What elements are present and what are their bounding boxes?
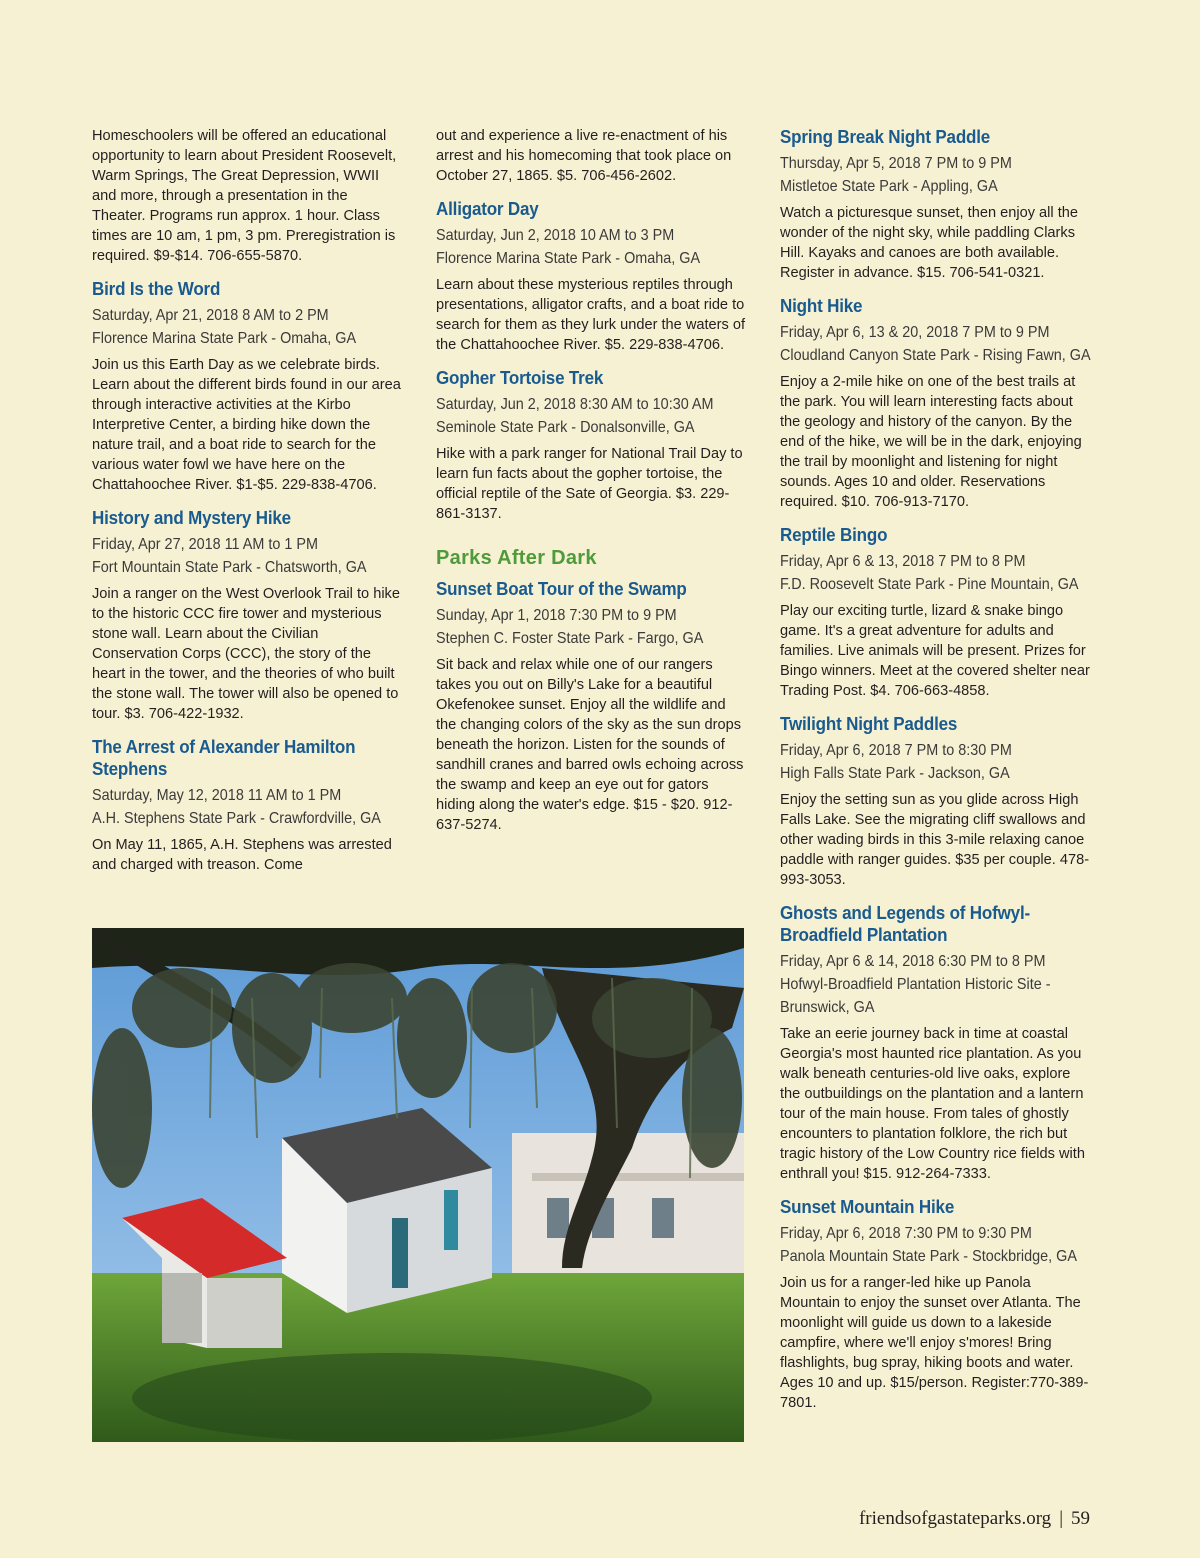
event-location: Stephen C. Foster State Park - Fargo, GA [436, 630, 704, 647]
event-description: Enjoy the setting sun as you glide across High Falls Lake. See the migrating cliff swallows and other wading birds in this 3-mile relaxing canoe paddle with ranger guides. $35 per couple. 478-993-3053. [780, 792, 1090, 888]
event-location: Florence Marina State Park - Omaha, GA [92, 330, 357, 347]
event-date: Saturday, Apr 21, 2018 8 AM to 2 PM [92, 307, 329, 324]
event-title: Reptile Bingo [780, 524, 888, 545]
event-date: Friday, Apr 6 & 14, 2018 6:30 PM to 8 PM [780, 953, 1046, 970]
event-description: Join us for a ranger-led hike up Panola Mountain to enjoy the sunset over Atlanta. The moonlight will guide us down to a lakeside campfire, where we'll enjoy s'mores! Bring flashlights, bug spray, hiking boots and water. Ages 10 and up. $15/person. Register:770-389-7801. [780, 1275, 1089, 1411]
event-sunset-boat-tour [436, 578, 748, 835]
intro-paragraph: Homeschoolers will be offered an educational opportunity to learn about President Roosevelt, Warm Springs, The Great Depression, WWII and more, through a presentation in the Theater. Programs run approx. 1 hour. Class times are 10 am, 1 pm, 3 pm. Preregistration is required. $9-$14. 706-655-5870. [92, 128, 397, 264]
event-date: Friday, Apr 6, 13 & 20, 2018 7 PM to 9 PM [780, 324, 1050, 341]
event-location: F.D. Roosevelt State Park - Pine Mountain, GA [780, 576, 1079, 593]
event-ghosts-and-legends [780, 902, 1092, 1184]
event-location: Cloudland Canyon State Park - Rising Fawn, GA [780, 347, 1091, 364]
event-title: Gopher Tortoise Trek [436, 367, 604, 388]
event-description: Hike with a park ranger for National Trail Day to learn fun facts about the gopher tortoise, the official reptile of the Sate of Georgia. $3. 229-861-3137. [436, 446, 743, 522]
section-heading-parks-after-dark: Parks After Dark [436, 547, 597, 569]
event-location: High Falls State Park - Jackson, GA [780, 765, 1010, 782]
event-night-hike [780, 295, 1092, 512]
event-alligator-day [436, 198, 748, 355]
event-title: Spring Break Night Paddle [780, 126, 991, 147]
event-location: Fort Mountain State Park - Chatsworth, GA [92, 559, 367, 576]
event-title: Ghosts and Legends of Hofwyl-Broadfield Plantation [780, 902, 1030, 945]
event-description: Join a ranger on the West Overlook Trail to hike to the historic CCC fire tower and mysterious stone wall. Learn about the Civilian Conservation Corps (CCC), the story of the heart in the tower, and the theories of who built the stone wall. The tower will also be opened to tour. $3. 706-422-1932. [92, 586, 400, 722]
event-date: Friday, Apr 6 & 13, 2018 7 PM to 8 PM [780, 553, 1026, 570]
event-description: Play our exciting turtle, lizard & snake bingo game. It's a great adventure for adults and families. Live animals will be present. Prizes for Bingo winners. Meet at the covered shelter near Trading Post. $4. 706-663-4858. [780, 603, 1090, 699]
event-location: Seminole State Park - Donalsonville, GA [436, 419, 695, 436]
event-description: Take an eerie journey back in time at coastal Georgia's most haunted rice plantation. As you walk beneath centuries-old live oaks, explore the outbuildings on the plantation and a lantern tour of the main house. From tales of ghostly encounters to plantation folklore, the rich but tragic history of the Low Country rice fields with enthrall you! $15. 912-264-7333. [780, 1026, 1085, 1182]
event-title: Bird Is the Word [92, 278, 221, 299]
footer-separator: | [1059, 1508, 1063, 1529]
event-title: Night Hike [780, 295, 863, 316]
event-sunset-mountain-hike [780, 1196, 1092, 1413]
event-location: Florence Marina State Park - Omaha, GA [436, 250, 701, 267]
event-location: Mistletoe State Park - Appling, GA [780, 178, 998, 195]
event-date: Saturday, May 12, 2018 11 AM to 1 PM [92, 787, 342, 804]
event-description: Sit back and relax while one of our rangers takes you out on Billy's Lake for a beautiful Okefenokee sunset. Enjoy all the wildlife and the changing colors of the sky as the sun drops beneath the horizon. Listen for the sounds of sandhill cranes and barred owls echoing across the swamp and keep an eye out for gators hiding along the water's edge. $15 - $20. 912-637-5274. [436, 657, 744, 833]
event-location: A.H. Stephens State Park - Crawfordville, GA [92, 810, 381, 827]
event-title: Twilight Night Paddles [780, 713, 958, 734]
event-location: Panola Mountain State Park - Stockbridge, GA [780, 1248, 1077, 1265]
event-title: Sunset Boat Tour of the Swamp [436, 578, 687, 599]
event-title: History and Mystery Hike [92, 507, 291, 528]
column-1 [92, 126, 404, 887]
page-number: 59 [1071, 1508, 1090, 1529]
event-description: Enjoy a 2-mile hike on one of the best trails at the park. You will learn interesting facts about the geology and history of the canyon. By the end of the hike, we will be in the dark, enjoying the trail by moonlight and listening for night sounds. Ages 10 and older. Reservations required. $10. 706-913-7170. [780, 374, 1082, 510]
column-2 [436, 126, 748, 847]
plantation-photo [92, 928, 744, 1442]
event-arrest-of-ah-stephens [92, 736, 404, 875]
event-twilight-night-paddles [780, 713, 1092, 890]
event-date: Friday, Apr 6, 2018 7 PM to 8:30 PM [780, 742, 1012, 759]
event-date: Sunday, Apr 1, 2018 7:30 PM to 9 PM [436, 607, 677, 624]
event-title: Alligator Day [436, 198, 539, 219]
event-description: Join us this Earth Day as we celebrate birds. Learn about the different birds found in our area through interactive activities at the Kirbo Interpretive Center, a birding hike down the nature trail, and a boat ride to search for the various water fowl we have here on the Chattahoochee River. $1-$5. 229-838-4706. [92, 357, 401, 493]
event-title: The Arrest of Alexander Hamilton Stephens [92, 736, 356, 779]
event-date: Friday, Apr 6, 2018 7:30 PM to 9:30 PM [780, 1225, 1032, 1242]
footer-site-url: friendsofgastateparks.org [858, 1508, 1052, 1529]
event-description: Learn about these mysterious reptiles through presentations, alligator crafts, and a boat ride to search for them as they lurk under the waters of the Chattahoochee River. $5. 229-838-4706. [436, 277, 746, 353]
event-description: Watch a picturesque sunset, then enjoy all the wonder of the night sky, while paddling Clarks Hill. Kayaks and canoes are both available. Register in advance. $15. 706-541-0321. [780, 205, 1078, 281]
plantation-photo-illustration [92, 928, 744, 1442]
column-3 [780, 126, 1092, 1425]
event-description: On May 11, 1865, A.H. Stephens was arrested and charged with treason. Come [92, 837, 392, 873]
event-bird-is-the-word [92, 278, 404, 495]
page-footer [859, 1508, 1090, 1530]
event-gopher-tortoise-trek [436, 367, 748, 524]
event-location: Hofwyl-Broadfield Plantation Historic Site - Brunswick, GA [780, 976, 1051, 1016]
event-reptile-bingo [780, 524, 1092, 701]
event-date: Saturday, Jun 2, 2018 8:30 AM to 10:30 AM [436, 396, 714, 413]
event-history-and-mystery-hike [92, 507, 404, 724]
event-title: Sunset Mountain Hike [780, 1196, 955, 1217]
event-date: Friday, Apr 27, 2018 11 AM to 1 PM [92, 536, 318, 553]
event-date: Thursday, Apr 5, 2018 7 PM to 9 PM [780, 155, 1012, 172]
continued-paragraph: out and experience a live re-enactment of his arrest and his homecoming that took place on October 27, 1865. $5. 706-456-2602. [436, 128, 732, 184]
event-spring-break-night-paddle [780, 126, 1092, 283]
event-date: Saturday, Jun 2, 2018 10 AM to 3 PM [436, 227, 675, 244]
